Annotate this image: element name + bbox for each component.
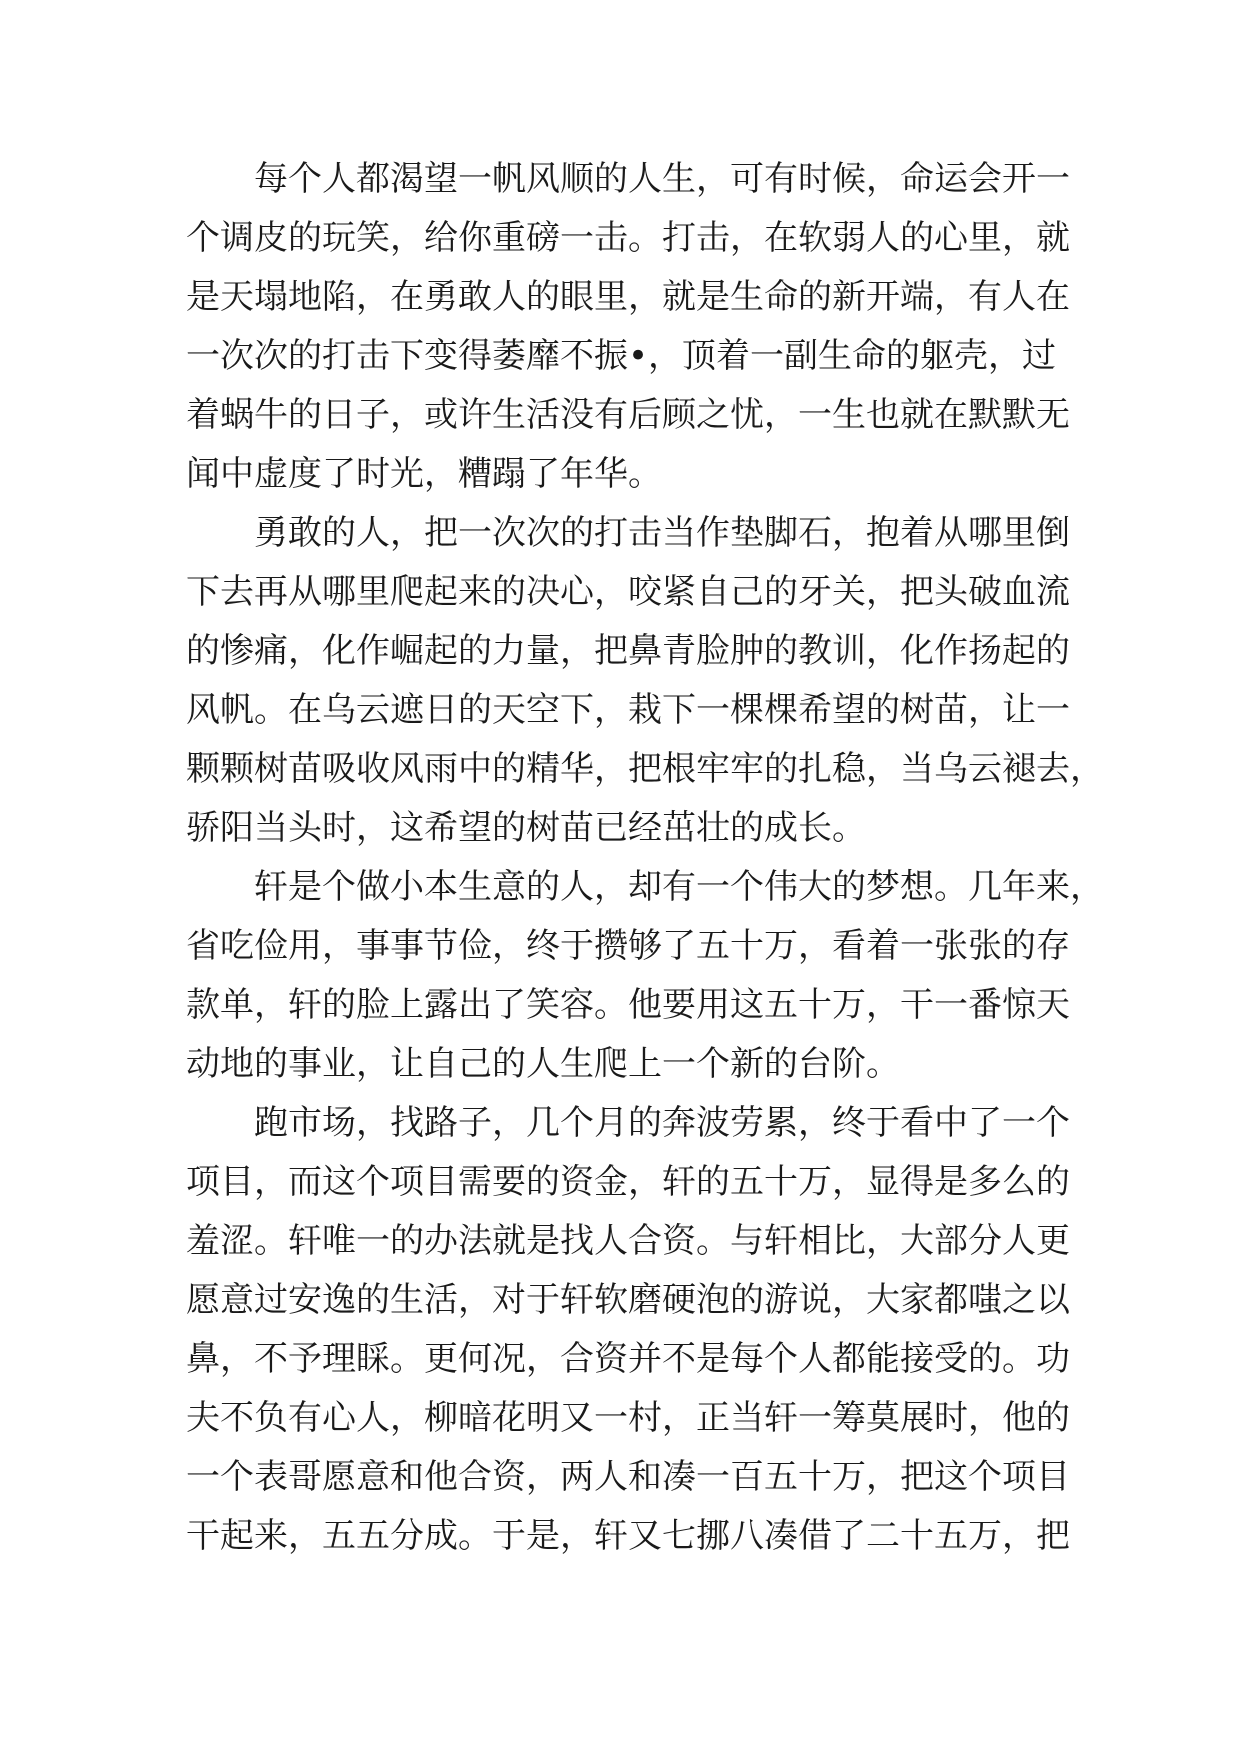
text-line: 动地的事业，让自己的人生爬上一个新的台阶。 xyxy=(186,1044,900,1084)
text-line: 轩是个做小本生意的人，却有一个伟大的梦想。几年来， xyxy=(254,867,1104,907)
text-line: 愿意过安逸的生活，对于轩软磨硬泡的游说，大家都嗤之以 xyxy=(186,1280,1070,1320)
text-line: 款单，轩的脸上露出了笑容。他要用这五十万，干一番惊天 xyxy=(186,985,1070,1025)
text-line: 个调皮的玩笑，给你重磅一击。打击，在软弱人的心里，就 xyxy=(186,218,1070,258)
text-line: 跑市场，找路子，几个月的奔波劳累，终于看中了一个 xyxy=(254,1103,1070,1143)
text-line: 下去再从哪里爬起来的决心，咬紧自己的牙关，把头破血流 xyxy=(186,572,1070,612)
text-line: 项目，而这个项目需要的资金，轩的五十万，显得是多么的 xyxy=(186,1162,1070,1202)
text-line: 闻中虚度了时光，糟蹋了年华。 xyxy=(186,454,662,494)
text-line: 着蜗牛的日子，或许生活没有后顾之忧，一生也就在默默无 xyxy=(186,395,1070,435)
text-line: 鼻，不予理睬。更何况，合资并不是每个人都能接受的。功 xyxy=(186,1339,1070,1379)
paragraph xyxy=(186,858,1104,1094)
text-line: 每个人都渴望一帆风顺的人生，可有时候，命运会开一 xyxy=(254,159,1070,199)
body-text xyxy=(186,150,1104,1566)
text-line: 骄阳当头时，这希望的树苗已经茁壮的成长。 xyxy=(186,808,866,848)
text-line: 颗颗树苗吸收风雨中的精华，把根牢牢的扎稳，当乌云褪去， xyxy=(186,749,1104,789)
paragraph xyxy=(186,1094,1070,1566)
text-line: 省吃俭用，事事节俭，终于攒够了五十万，看着一张张的存 xyxy=(186,926,1070,966)
text-line: 的惨痛，化作崛起的力量，把鼻青脸肿的教训，化作扬起的 xyxy=(186,631,1070,671)
text-line: 是天塌地陷，在勇敢人的眼里，就是生命的新开端，有人在 xyxy=(186,277,1070,317)
text-line: 夫不负有心人，柳暗花明又一村，正当轩一筹莫展时，他的 xyxy=(186,1398,1070,1438)
text-line: 勇敢的人，把一次次的打击当作垫脚石，抱着从哪里倒 xyxy=(254,513,1070,553)
text-line: 一次次的打击下变得萎靡不振•，顶着一副生命的躯壳，过 xyxy=(186,336,1057,376)
text-line: 羞涩。轩唯一的办法就是找人合资。与轩相比，大部分人更 xyxy=(186,1221,1070,1261)
text-line: 风帆。在乌云遮日的天空下，栽下一棵棵希望的树苗，让一 xyxy=(186,690,1070,730)
text-line: 干起来，五五分成。于是，轩又七挪八凑借了二十五万，把 xyxy=(186,1516,1070,1556)
paragraph xyxy=(186,504,1104,858)
text-line: 一个表哥愿意和他合资，两人和凑一百五十万，把这个项目 xyxy=(186,1457,1070,1497)
paragraph xyxy=(186,150,1070,504)
